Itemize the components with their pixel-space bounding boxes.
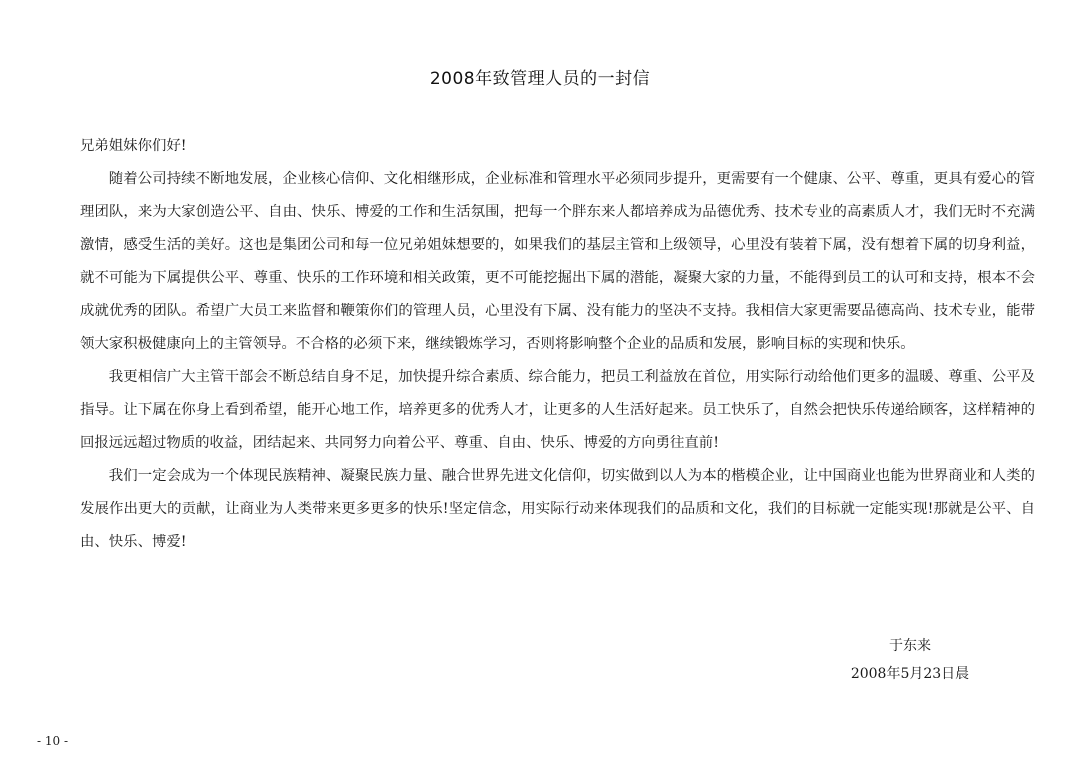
document-title: 2008年致管理人员的一封信 <box>429 69 651 89</box>
letter-greeting: 兄弟姐妹你们好! <box>80 138 187 154</box>
paragraph-2: 我更相信广大主管干部会不断总结自身不足，加快提升综合素质、综合能力，把员工利益放在首位，用实际行动给他们更多的温暖、尊重、公平及指导。让下属在你身上看到希望，能开心地工作，培养更多的优秀人才，让更多的人生活好起来。员工快乐了，自然会把快乐传递给顾客，这样精神的回报远远超过物质的收益，团结起来、共同努力向着公平、尊重、自由、快乐、博爱的方向勇往直前! <box>80 369 1035 451</box>
page-number: - 10 - <box>37 734 69 748</box>
signature-block <box>830 632 990 688</box>
letter-body <box>80 130 1035 559</box>
signature-date: 2008年5月23日晨 <box>850 666 970 682</box>
paragraph-1: 随着公司持续不断地发展，企业核心信仰、文化相继形成，企业标准和管理水平必须同步提升，更需要有一个健康、公平、尊重，更具有爱心的管理团队，来为大家创造公平、自由、快乐、博爱的工作和生活氛围，把每一个胖东来人都培养成为品德优秀、技术专业的高素质人才，我们无时不充满激情，感受生活的美好。这也是集团公司和每一位兄弟姐妹想要的，如果我们的基层主管和上级领导，心里没有装着下属，没有想着下属的切身利益，就不可能为下属提供公平、尊重、快乐的工作环境和相关政策，更不可能挖掘出下属的潜能，凝聚大家的力量，不能得到员工的认可和支持，根本不会成就优秀的团队。希望广大员工来监督和鞭策你们的管理人员，心里没有下属、没有能力的坚决不支持。我相信大家更需要品德高尚、技术专业，能带领大家积极健康向上的主管领导。不合格的必须下来，继续锻炼学习，否则将影响整个企业的品质和发展，影响目标的实现和快乐。 <box>80 171 1035 352</box>
paragraph-3: 我们一定会成为一个体现民族精神、凝聚民族力量、融合世界先进文化信仰，切实做到以人为本的楷模企业，让中国商业也能为世界商业和人类的发展作出更大的贡献，让商业为人类带来更多更多的快乐!坚定信念，用实际行动来体现我们的品质和文化，我们的目标就一定能实现!那就是公平、自由、快乐、博爱! <box>80 468 1035 550</box>
signature-name: 于东来 <box>889 638 931 654</box>
